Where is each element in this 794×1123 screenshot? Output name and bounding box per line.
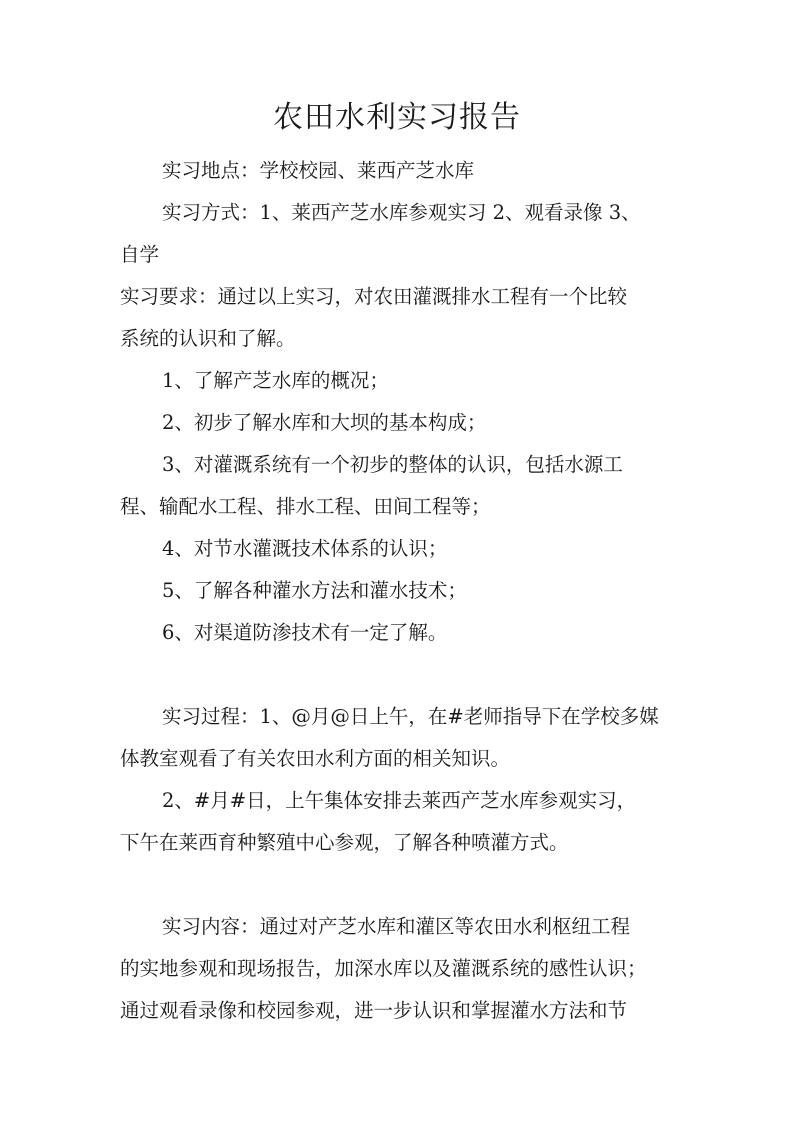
blank-line (120, 864, 690, 906)
blank-line (120, 654, 690, 696)
paragraph-method-cont: 自学 (120, 243, 160, 266)
list-item: 2、初步了解水库和大坝的基本构成； (162, 411, 487, 434)
list-item: 5、了解各种灌水方法和灌水技术； (162, 579, 467, 602)
paragraph-content-cont: 的实地参观和现场报告，加深水库以及灌溉系统的感性认识； (120, 957, 647, 980)
paragraph-requirement-cont: 系统的认识和了解。 (120, 327, 296, 350)
page-title: 农田水利实习报告 (273, 100, 521, 135)
paragraph-content: 实习内容：通过对产芝水库和灌区等农田水利枢纽工程 (162, 915, 631, 938)
document-body (120, 150, 690, 1032)
list-item: 6、对渠道防渗技术有一定了解。 (162, 621, 448, 644)
paragraph-process-2: 2、#月#日，上午集体安排去莱西产芝水库参观实习， (162, 789, 637, 812)
paragraph-process-cont: 体教室观看了有关农田水利方面的相关知识。 (120, 747, 511, 770)
paragraph-process: 实习过程：1、@月@日上午，在#老师指导下在学校多媒 (162, 705, 659, 728)
list-item: 1、了解产芝水库的概况； (162, 369, 389, 392)
paragraph-content-cont: 通过观看录像和校园参观，进一步认识和掌握灌水方法和节 (120, 999, 628, 1022)
paragraph-location: 实习地点：学校校园、莱西产芝水库 (162, 159, 475, 182)
paragraph-requirement: 实习要求：通过以上实习，对农田灌溉排水工程有一个比较 (120, 285, 628, 308)
paragraph-method: 实习方式：1、莱西产芝水库参观实习 2、观看录像 3、 (162, 201, 641, 224)
list-item: 3、对灌溉系统有一个初步的整体的认识，包括水源工 (162, 453, 623, 476)
list-item: 4、对节水灌溉技术体系的认识； (162, 537, 448, 560)
paragraph-process-2-cont: 下午在莱西育种繁殖中心参观，了解各种喷灌方式。 (120, 831, 569, 854)
list-item-cont: 程、输配水工程、排水工程、田间工程等； (120, 495, 491, 518)
